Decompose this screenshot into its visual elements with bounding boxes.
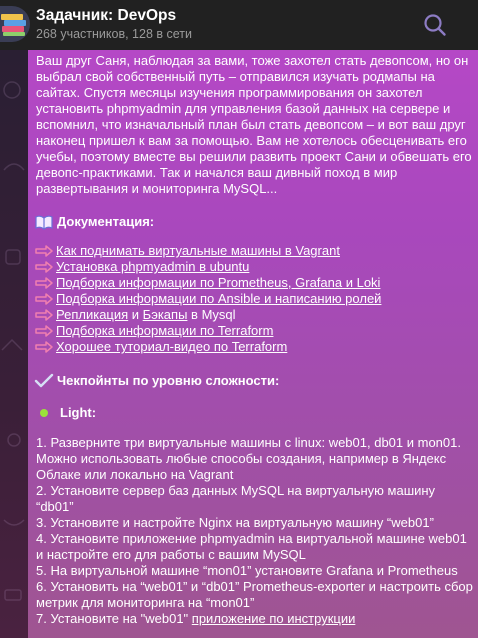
right-arrow-icon <box>34 292 54 306</box>
doc-link-terraform-video[interactable]: Хорошее туториал-видео по Terraform <box>56 339 288 354</box>
right-arrow-icon <box>34 308 54 322</box>
list-item: 3. Установите и настройте Nginx на виртуальную машину “web01” <box>36 515 434 530</box>
list-item: 4. Установите приложение phpmyadmin на виртуальной машине web01 и настройте его для работы с вашим MySQL <box>36 531 467 562</box>
list-item: 5. На виртуальной машине “mon01” установите Grafana и Prometheus <box>36 563 458 578</box>
doc-link-ansible[interactable]: Подборка информации по Ansible и написанию ролей <box>56 291 382 306</box>
level-light-label: Light: <box>60 405 97 420</box>
doc-link-prometheus[interactable]: Подборка информации по Prometheus, Grafana и Loki <box>56 275 381 290</box>
chat-member-count: 268 участников, 128 в сети <box>36 27 192 41</box>
right-arrow-icon <box>34 276 54 290</box>
docs-heading <box>34 214 474 230</box>
open-book-icon <box>34 214 54 230</box>
checkpoints-heading-label: Чекпойнты по уровню сложности: <box>57 373 280 388</box>
right-arrow-icon <box>34 340 54 354</box>
docs-link-list <box>34 243 474 355</box>
books-icon <box>0 10 30 38</box>
list-item: 2. Установите сервер баз данных MySQL на виртуальную машину “db01” <box>36 483 436 514</box>
doc-link-phpmyadmin[interactable]: Установка phpmyadmin в ubuntu <box>56 259 250 274</box>
doc-link-suffix: в Mysql <box>187 307 236 322</box>
doc-link-terraform[interactable]: Подборка информации по Terraform <box>56 323 274 338</box>
list-item <box>34 339 474 355</box>
chat-title[interactable]: Задачник: DevOps <box>36 7 177 24</box>
list-item <box>34 275 474 291</box>
step7-text: 7. Установите на "web01" <box>36 611 192 626</box>
message-bubble <box>28 50 478 638</box>
doc-link-separator: и <box>128 307 143 322</box>
search-icon[interactable] <box>421 11 449 39</box>
chat-avatar[interactable] <box>0 6 30 42</box>
step7-instruction-link[interactable]: приложение по инструкции <box>191 611 356 626</box>
list-item <box>34 291 474 307</box>
green-dot-icon <box>40 409 48 417</box>
steps-list <box>36 435 474 627</box>
doc-link-backups[interactable]: Бэкапы <box>142 307 188 322</box>
list-item <box>34 259 474 275</box>
list-item <box>34 243 474 259</box>
right-arrow-icon <box>34 260 54 274</box>
right-arrow-icon <box>34 324 54 338</box>
list-item <box>34 323 474 339</box>
checkpoints-heading <box>34 373 474 389</box>
list-item <box>34 307 474 323</box>
docs-heading-label: Документация: <box>57 214 155 229</box>
doc-link-replication[interactable]: Репликация <box>56 307 129 322</box>
message-intro-text: Ваш друг Саня, наблюдая за вами, тоже захотел стать девопсом, но он выбрал свой собственный путь – отправился изучать родмапы на сайтах. Спустя месяцы изучения программирования он захотел установить phpmyadmin для управления базой данных на сервере и вспомнил, что изначальный план был стать девопсом – и вот ваш друг наконец пришел к вам за помощью. Вам не хотелось обесценивать его учебы, поэтому вместе вы решили развить проект Сани и обвешать его девопс-практиками. Так и начался ваш дивный поход в мир развертывания и мониторинга MySQL... <box>36 53 472 196</box>
list-item: 1. Разверните три виртуальные машины с linux: web01, db01 и mon01. Можно использовать любые способы создания, например в Яндекс Облаке или локально на Vagrant <box>36 435 461 482</box>
right-arrow-icon <box>34 244 54 258</box>
checkmark-icon <box>34 373 54 389</box>
list-item: 6. Установить на “web01” и “db01” Prometheus-exporter и настроить сбор метрик для мониторинга на “mon01” <box>36 579 473 610</box>
chat-header <box>0 0 478 50</box>
level-light-heading <box>34 405 474 421</box>
doc-link-vagrant[interactable]: Как поднимать виртуальные машины в Vagrant <box>56 243 340 258</box>
list-item <box>36 611 474 627</box>
